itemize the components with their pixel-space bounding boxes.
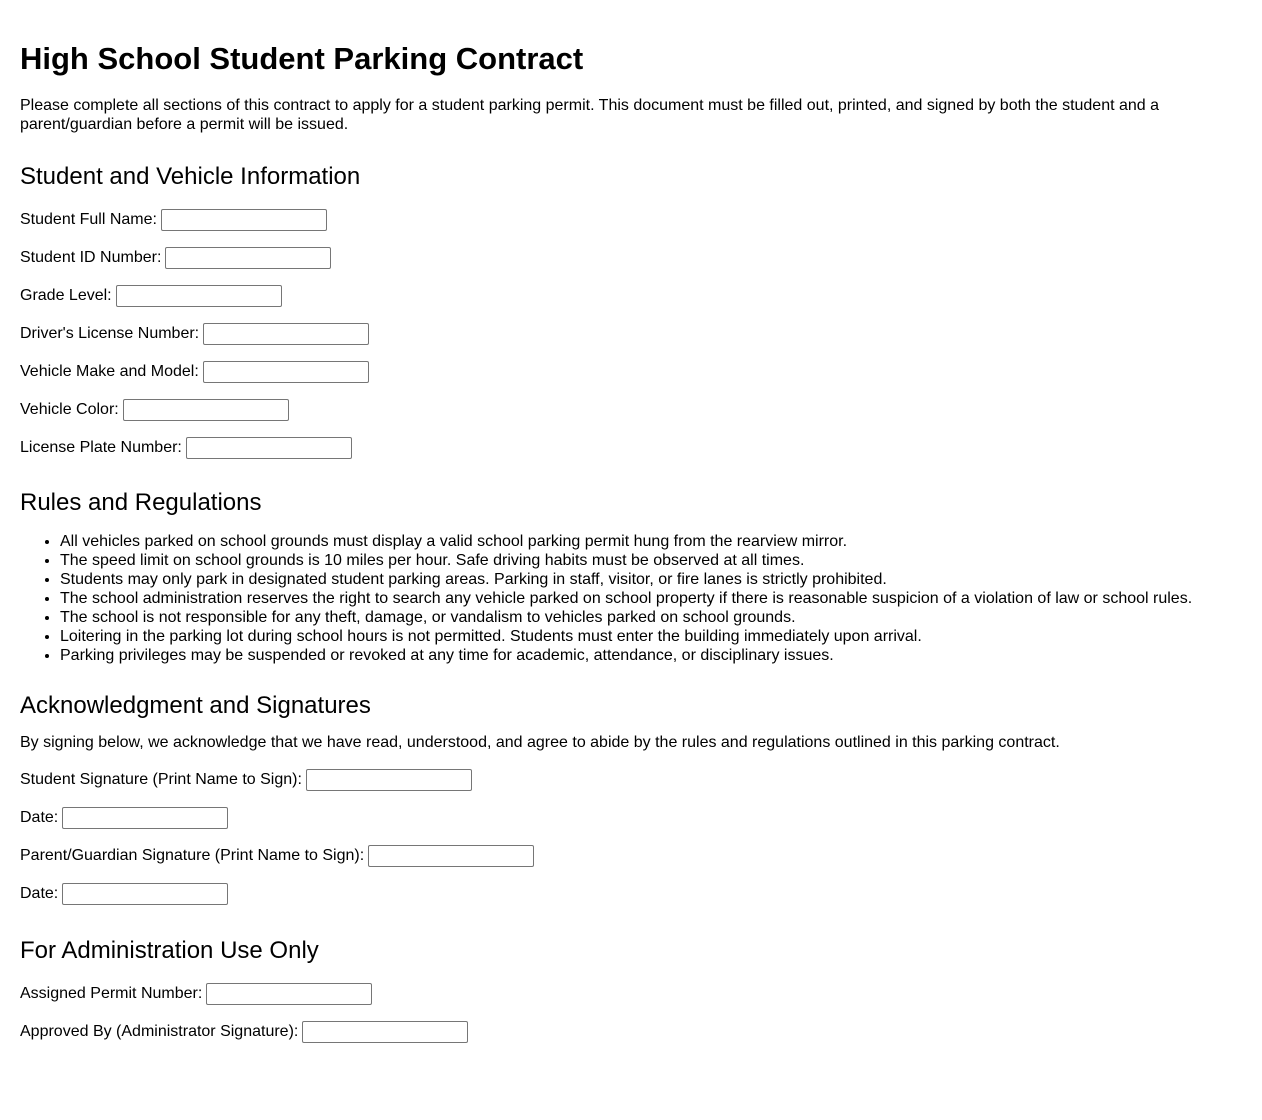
- permit-number-label: Assigned Permit Number:: [20, 985, 203, 1002]
- student-name-label: Student Full Name:: [20, 211, 157, 228]
- parent-signature-input[interactable]: [368, 845, 534, 867]
- student-date-input[interactable]: [62, 807, 228, 829]
- student-date-label: Date:: [20, 809, 59, 826]
- admin-heading: For Administration Use Only: [20, 937, 319, 964]
- vehicle-color-input[interactable]: [123, 399, 289, 421]
- license-plate-label: License Plate Number:: [20, 439, 182, 456]
- rule-item: • The school administration reserves the right to search any vehicle parked on school property if there is reasonable suspicion of a violation of law or school rules.: [60, 589, 1242, 608]
- student-id-input[interactable]: [165, 247, 331, 269]
- vehicle-make-model-label: Vehicle Make and Model:: [20, 363, 199, 380]
- student-id-label: Student ID Number:: [20, 249, 162, 266]
- acknowledgment-section: [20, 691, 1242, 906]
- license-plate-row: [20, 436, 1242, 460]
- page-title: High School Student Parking Contract: [20, 41, 584, 76]
- license-number-label: Driver's License Number:: [20, 325, 200, 342]
- rule-item: • The school is not responsible for any theft, damage, or vandalism to vehicles parked on school grounds.: [60, 608, 1242, 627]
- intro-text: Please complete all sections of this contract to apply for a student parking permit. This document must be filled out, printed, and signed by both the student and a parent/guardian before a permit will be issued.: [20, 97, 1160, 133]
- license-number-row: [20, 322, 1242, 346]
- student-vehicle-heading: Student and Vehicle Information: [20, 163, 361, 190]
- vehicle-make-model-row: [20, 360, 1242, 384]
- student-name-row: [20, 208, 1242, 232]
- permit-number-row: [20, 982, 1242, 1006]
- license-plate-input[interactable]: [186, 437, 352, 459]
- approved-by-row: [20, 1020, 1242, 1044]
- approved-by-input[interactable]: [302, 1021, 468, 1043]
- acknowledgment-text: By signing below, we acknowledge that we have read, understood, and agree to abide by the rules and regulations outlined in this parking contract.: [20, 734, 1060, 751]
- acknowledgment-heading: Acknowledgment and Signatures: [20, 692, 371, 719]
- rule-item: • Loitering in the parking lot during school hours is not permitted. Students must enter the building immediately upon arrival.: [60, 627, 1242, 646]
- vehicle-color-row: [20, 398, 1242, 422]
- parent-date-row: [20, 882, 1242, 906]
- rules-list: [20, 532, 1242, 665]
- parent-date-label: Date:: [20, 885, 59, 902]
- grade-level-label: Grade Level:: [20, 287, 112, 304]
- rule-item: • All vehicles parked on school grounds must display a valid school parking permit hung from the rearview mirror.: [60, 532, 1242, 551]
- parent-signature-label: Parent/Guardian Signature (Print Name to Sign):: [20, 847, 365, 864]
- admin-section: [20, 936, 1242, 1044]
- rule-item: • Students may only park in designated student parking areas. Parking in staff, visitor, or fire lanes is strictly prohibited.: [60, 570, 1242, 589]
- student-signature-row: [20, 768, 1242, 792]
- student-date-row: [20, 806, 1242, 830]
- student-vehicle-section: [20, 162, 1242, 460]
- student-signature-label: Student Signature (Print Name to Sign):: [20, 771, 302, 788]
- approved-by-label: Approved By (Administrator Signature):: [20, 1023, 299, 1040]
- rule-item: • The speed limit on school grounds is 10 miles per hour. Safe driving habits must be observed at all times.: [60, 551, 1242, 570]
- vehicle-color-label: Vehicle Color:: [20, 401, 119, 418]
- parent-signature-row: [20, 844, 1242, 868]
- student-id-row: [20, 246, 1242, 270]
- rules-heading: Rules and Regulations: [20, 489, 262, 516]
- student-name-input[interactable]: [161, 209, 327, 231]
- student-signature-input[interactable]: [306, 769, 472, 791]
- rules-section: [20, 488, 1242, 665]
- permit-number-input[interactable]: [206, 983, 372, 1005]
- rule-item: • Parking privileges may be suspended or revoked at any time for academic, attendance, or disciplinary issues.: [60, 646, 1242, 665]
- grade-level-input[interactable]: [116, 285, 282, 307]
- grade-level-row: [20, 284, 1242, 308]
- vehicle-make-model-input[interactable]: [203, 361, 369, 383]
- license-number-input[interactable]: [203, 323, 369, 345]
- parent-date-input[interactable]: [62, 883, 228, 905]
